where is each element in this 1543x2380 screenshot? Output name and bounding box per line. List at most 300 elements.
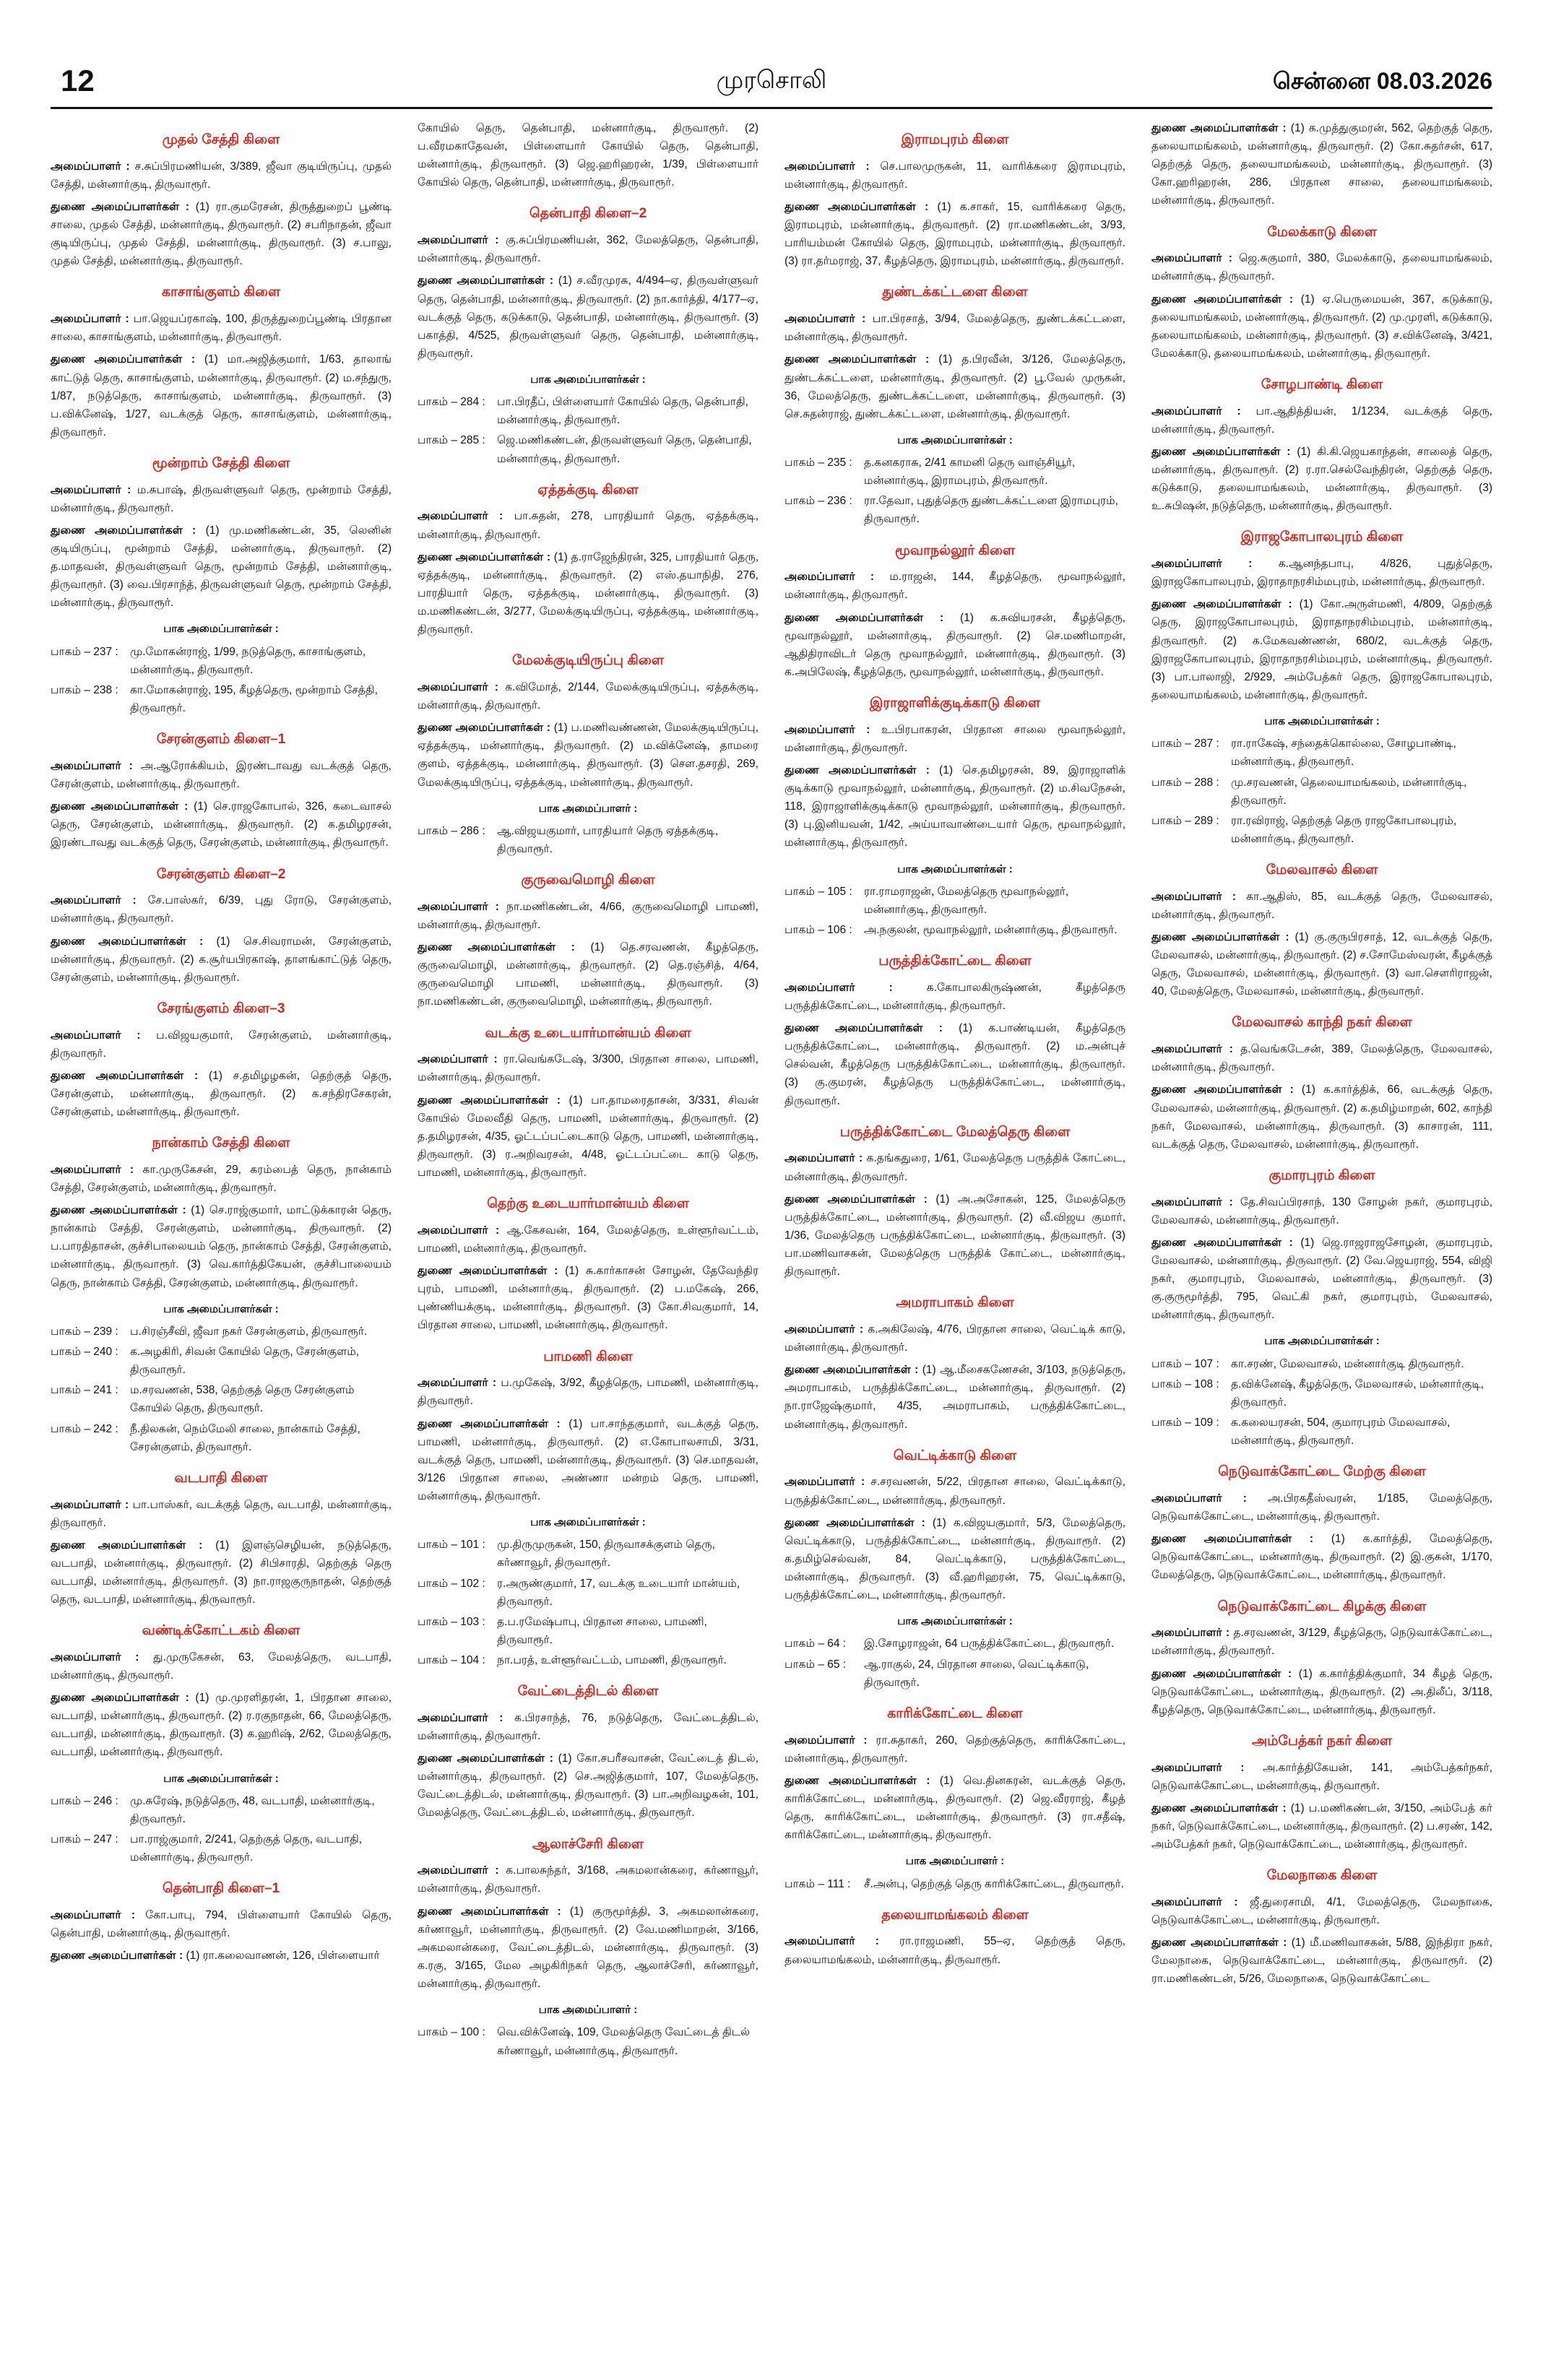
booth-member: க.கலையரசன், 504, குமாரபுரம் மேலவாசல், மன்னார்குடி, திருவாரூர். bbox=[1231, 1416, 1451, 1448]
member-entry bbox=[1151, 1081, 1492, 1153]
role-label: அமைப்பாளர் : bbox=[51, 1163, 134, 1176]
booth-number: பாகம் – 104 : bbox=[418, 1654, 485, 1667]
member-details: கோயில் தெரு, தென்பாதி, மன்னார்குடி, திருவாரூர். (2) ப.வீரமகாதேவன், பிள்ளையார் கோயில் தெரு, தென்பாதி, மன்னார்குடி, திருவாரூர். (3) ஜெ.ஹரிஹரன், 1/39, பிள்ளையார் கோயில் தெரு, தென்பாதி, மன்னார்குடி, திருவாரூர். bbox=[418, 122, 758, 189]
member-details: (1) ஜெ.ராஜராஜசோழன், குமாரபுரம், மேலவாசல், மன்னார்குடி, திருவாரூர். (2) வே.ஜெயராஜ், 554, விஜி நகர், குமாரபுரம், மேலவாசல், மன்னார்குடி, திருவாரூர். (3) கு.குருமூர்த்தி, 795, வெட்கி நகர், குமாரபுரம், மேலவாசல், மன்னார்குடி, திருவாரூர். bbox=[1151, 1236, 1492, 1322]
booth-member: கா.சரண், மேலவாசல், மன்னார்குடி திருவாரூர். bbox=[1231, 1357, 1464, 1370]
column-1 bbox=[51, 119, 392, 2072]
booth-row bbox=[418, 1575, 758, 1611]
member-details: கா.ஆதிஸ், 85, வடக்குத் தெரு, மேலவாசல், மன்னார்குடி, திருவாரூர். bbox=[1151, 890, 1493, 921]
branch-section bbox=[51, 1468, 392, 1609]
booth-member: நீ.திலகன், நெம்மேலி சாலை, நான்காம் சேத்தி, சேரன்குளம், திருவாரூர். bbox=[130, 1422, 360, 1453]
member-entry bbox=[51, 157, 392, 194]
role-label: துணை அமைப்பாளர்கள் : bbox=[418, 1094, 561, 1107]
role-label: துணை அமைப்பாளர்கள் : bbox=[1151, 598, 1292, 611]
member-details: (1) ரா.குமரேசன், திருத்துறைப் பூண்டி சாலை, முதல் சேத்தி, மன்னார்குடி, திருவாரூர். (2) சபரிநாதன், ஜீவா குடியிருப்பு, முதல் சேத்தி, மன்னார்குடி, திருவாரூர். (3) ச.பாலு, முதல் சேத்தி, மன்னார்குடி, திருவாரூர். bbox=[51, 200, 392, 268]
role-label: அமைப்பாளர் : bbox=[418, 1711, 503, 1724]
booth-row bbox=[1151, 774, 1492, 810]
booth-row bbox=[418, 1651, 758, 1669]
booth-heading: பாக அமைப்பாளர்கள் : bbox=[897, 433, 1013, 446]
booth-member: க.அழகிரி, சிவன் கோயில் தெரு, சேரன்குளம், திருவாரூர். bbox=[130, 1346, 360, 1377]
article-columns bbox=[51, 119, 1492, 2072]
role-label: அமைப்பாளர் : bbox=[785, 1476, 865, 1489]
branch-section bbox=[418, 650, 758, 858]
booth-number: பாகம் – 286 : bbox=[418, 824, 485, 837]
member-details: க.கோபாலகிருஷ்ணன், கீழத்தெரு பருத்திக்கோட்டை, மன்னார்குடி, திருவாரூர். bbox=[785, 981, 1125, 1013]
role-label: அமைப்பாளர் : bbox=[785, 571, 875, 584]
member-entry bbox=[785, 1019, 1125, 1110]
role-label: துணை அமைப்பாளர்கள் : bbox=[418, 1905, 561, 1918]
member-details: (1) க.விஜயகுமார், 5/3, மேலத்தெரு, வெட்டிக்காடு, பருத்திக்கோட்டை, மன்னார்குடி, திருவாரூர். (2) க.தமிழ்செல்வன், 84, வெட்டிக்காடு, பருத்திக்கோட்டை, மன்னார்குடி, திருவாரூர். (3) வீ.ஹரிஹரன், 75, வெட்டிக்காடு, பருத்திக்கோட்டை, மன்னார்குடி, திருவாரூர். bbox=[785, 1516, 1126, 1602]
branch-title: இராஜாளிக்குடிக்காடு கிளை bbox=[869, 696, 1041, 711]
branch-title: தலையாமங்கலம் கிளை bbox=[881, 1907, 1029, 1923]
member-details: (1) இளஞ்செழியன், நடுத்தெரு, வடபாதி, மன்னார்குடி, திருவாரூர். (2) சிபிசாரதி, தெற்குத் தெரு வடபாதி, மன்னார்குடி, திருவாரூர். (3) நா.ராஜகுருநாதன், தெற்குத் தெரு, வடபாதி, மன்னார்குடி, திருவாரூர். bbox=[51, 1539, 392, 1606]
member-details: அ.கார்த்திகேயன், 141, அம்பேத்கர்நகர், நெடுவாக்கோட்டை, மன்னார்குடி, திருவாரூர். bbox=[1151, 1761, 1492, 1792]
member-entry bbox=[51, 1947, 392, 1965]
member-entry bbox=[1151, 1893, 1492, 1929]
role-label: அமைப்பாளர் : bbox=[51, 313, 129, 326]
member-entry bbox=[418, 1709, 758, 1745]
booth-number: பாகம் – 105 : bbox=[785, 885, 852, 898]
role-label: அமைப்பாளர் : bbox=[418, 1224, 500, 1237]
booth-member: ரா.ராகேஷ், சந்தைக்கொல்லை, சோழபாண்டி, மன்னார்குடி, திருவாரூர். bbox=[1231, 737, 1456, 769]
role-label: அமைப்பாளர் : bbox=[1151, 1492, 1247, 1505]
branch-section bbox=[418, 203, 758, 467]
booth-row bbox=[785, 1656, 1125, 1692]
member-details: (1) க.கார்த்தி, மேலத்தெரு, நெடுவாக்கோட்டை, மன்னார்குடி, திருவாரூர். (2) இ.குகன், 1/170, மேலத்தெரு, நெடுவாக்கோட்டை, மன்னார்குடி, திருவாரூர். bbox=[1151, 1533, 1493, 1582]
member-details: து.முருகேசன், 63, மேலத்தெரு, வடபாதி, மன்னார்குடி, திருவாரூர். bbox=[51, 1650, 392, 1682]
member-entry bbox=[51, 797, 392, 852]
member-entry bbox=[785, 1731, 1125, 1767]
booth-number: பாகம் – 111 : bbox=[785, 1877, 851, 1890]
branch-section bbox=[785, 1905, 1125, 1969]
booth-row bbox=[785, 883, 1125, 919]
member-entry bbox=[785, 157, 1125, 194]
booth-row bbox=[418, 822, 758, 858]
member-details: ம.சுபாஷ், திருவள்ளுவர் தெரு, மூன்றாம் சேத்தி, மன்னார்குடி, திருவாரூர். bbox=[51, 483, 392, 514]
role-label: துணை அமைப்பாளர்கள் : bbox=[418, 1265, 558, 1278]
booth-member: அ.நகுலன், மூவாநல்லூர், மன்னார்குடி, திருவாரூர். bbox=[864, 924, 1118, 937]
branch-section bbox=[1151, 1596, 1492, 1719]
booth-number: பாகம் – 109 : bbox=[1151, 1416, 1219, 1429]
booth-member: ஆ.ராகுல், 24, பிரதான சாலை, வெட்டிக்காடு, திருவாரூர். bbox=[864, 1658, 1089, 1689]
role-label: அமைப்பாளர் : bbox=[1151, 1195, 1233, 1208]
booth-number: பாகம் – 101 : bbox=[418, 1539, 485, 1552]
booth-member: கா.மோகன்ராஜ், 195, கீழத்தெரு, மூன்றாம் சேத்தி, திருவாரூர். bbox=[130, 684, 378, 715]
booth-row bbox=[785, 454, 1125, 490]
role-label: அமைப்பாளர் : bbox=[785, 981, 893, 994]
member-entry bbox=[785, 1473, 1125, 1509]
member-details: க.விமோத், 2/144, மேலக்குடியிருப்பு, ஏத்தக்குடி, மன்னார்குடி, திருவாரூர். bbox=[418, 681, 758, 712]
branch-title: வடபாதி கிளை bbox=[174, 1470, 268, 1486]
branch-title: முதல் சேத்தி கிளை bbox=[162, 132, 280, 147]
booth-heading: பாக அமைப்பாளர்கள் : bbox=[1264, 715, 1380, 728]
member-entry bbox=[418, 898, 758, 934]
member-entry bbox=[785, 1932, 1125, 1968]
role-label: துணை அமைப்பாளர்கள் : bbox=[51, 353, 196, 366]
booth-member: நா.பரத், உள்ளூர்வட்டம், பாமணி, திருவாரூர். bbox=[497, 1654, 727, 1667]
member-details: நா.மணிகண்டன், 4/66, குருவைமொழி பாமணி, மன்னார்குடி, திருவாரூர். bbox=[418, 900, 758, 932]
member-entry bbox=[1151, 1665, 1492, 1719]
role-label: அமைப்பாளர் : bbox=[1151, 1895, 1238, 1908]
booth-heading: பாக அமைப்பாளர்கள் : bbox=[530, 1516, 646, 1529]
member-details: பா.பாஸ்கர், வடக்குத் தெரு, வடபாதி, மன்னார்குடி, திருவாரூர். bbox=[51, 1498, 392, 1529]
member-details: (1) மு.முரளிதரன், 1, பிரதான சாலை, வடபாதி, மன்னார்குடி, திருவாரூர். (2) ர.ரகுநாதன், 66, மேலத்தெரு, வடபாதி, மன்னார்குடி, திருவாரூர். (3) க.ஹரிஷ், 2/62, மேலத்தெரு, வடபாதி, மன்னார்குடி, திருவாரூர். bbox=[51, 1692, 392, 1759]
branch-section bbox=[418, 1346, 758, 1670]
booth-number: பாகம் – 236 : bbox=[785, 495, 852, 508]
booth-row bbox=[1151, 812, 1492, 848]
branch-title: அமராபாகம் கிளை bbox=[896, 1295, 1014, 1311]
member-entry bbox=[1151, 443, 1492, 515]
member-details: (1) பா.சாந்தகுமார், வடக்குத் தெரு, பாமணி, மன்னார்குடி, திருவாரூர். (2) எ.கோபாலசாமி, 3/31, வடக்குத் தெரு, பாமணி, மன்னார்குடி, திருவாரூர். (3) செ.மாதவன், 3/126 பிரதான சாலை, அண்ணா மன்றம் தெரு, பாமணி, மன்னார்குடி, திருவாரூர். bbox=[418, 1417, 758, 1502]
role-label: துணை அமைப்பாளர்கள் : bbox=[785, 1193, 928, 1206]
member-entry bbox=[51, 198, 392, 270]
branch-title: நான்காம் சேத்தி கிளை bbox=[152, 1135, 290, 1151]
member-entry bbox=[785, 350, 1125, 423]
branch-section bbox=[51, 129, 392, 270]
branch-section bbox=[1151, 1865, 1492, 1988]
booth-number: பாகம் – 102 : bbox=[418, 1577, 485, 1590]
role-label: அமைப்பாளர் : bbox=[1151, 404, 1241, 417]
branch-title: ஏத்தக்குடி கிளை bbox=[537, 482, 639, 498]
member-entry bbox=[51, 1536, 392, 1609]
member-entry bbox=[785, 1149, 1125, 1185]
member-entry bbox=[51, 932, 392, 987]
member-details: பா.ஜெயப்ரகாஷ், 100, திருத்துறைப்பூண்டி பிரதான சாலை, காசாங்குளம், மன்னார்குடி, திருவாரூர். bbox=[51, 313, 392, 344]
branch-section bbox=[785, 1292, 1125, 1433]
member-entry bbox=[1151, 290, 1492, 363]
booth-number: பாகம் – 241 : bbox=[51, 1384, 118, 1397]
branch-section bbox=[418, 1681, 758, 1822]
role-label: துணை அமைப்பாளர்கள் : bbox=[1151, 1801, 1287, 1814]
branch-section bbox=[1151, 374, 1492, 515]
member-details: (1) மீ.மணிவாசகன், 5/88, இந்திரா நகர், மேலநாகை, நெடுவாக்கோட்டை, மன்னார்குடி, திருவாரூர். (2) ரா.மணிகண்டன், 5/26, மேலநாகை, நெடுவாக்கோட்டை bbox=[1151, 1937, 1493, 1986]
role-label: துணை அமைப்பாளர்கள் : bbox=[1151, 293, 1293, 306]
booth-number: பாகம் – 247 : bbox=[51, 1833, 118, 1846]
booth-number: பாகம் – 284 : bbox=[418, 396, 485, 409]
branch-title: தென்பாதி கிளை–1 bbox=[162, 1881, 280, 1897]
branch-title: அம்பேத்கர் நகர் கிளை bbox=[1251, 1733, 1392, 1749]
booth-member: த.ப.ரமேஷ்பாபு, பிரதான சாலை, பாமணி, திருவாரூர். bbox=[497, 1615, 707, 1646]
member-entry bbox=[1151, 1799, 1492, 1853]
role-label: துணை அமைப்பாளர்கள் : bbox=[51, 800, 189, 813]
branch-section bbox=[1151, 1165, 1492, 1450]
member-entry bbox=[51, 891, 392, 927]
member-details: ஜெ.சுகுமார், 380, மேலக்காடு, தலையாமங்கலம், மன்னார்குடி, திருவாரூர். bbox=[1151, 252, 1492, 283]
member-entry bbox=[785, 198, 1125, 270]
member-details: க.தங்கதுரை, 1/61, மேலத்தெரு பருத்திக் கோட்டை, மன்னார்குடி, திருவாரூர். bbox=[785, 1152, 1125, 1183]
member-entry bbox=[785, 1190, 1125, 1281]
booth-row bbox=[1151, 735, 1492, 771]
booth-member: ரா.ரவிராஜ், தெற்குத் தெரு ராஜகோபாலபுரம், மன்னார்குடி, திருவாரூர். bbox=[1231, 814, 1457, 845]
role-label: துணை அமைப்பாளர்கள் : bbox=[1151, 1667, 1292, 1680]
role-label: துணை அமைப்பாளர்கள் : bbox=[418, 1752, 553, 1765]
branch-section bbox=[785, 282, 1125, 528]
column-2 bbox=[418, 119, 758, 2072]
branch-title: மூன்றாம் சேத்தி கிளை bbox=[152, 455, 290, 471]
branch-title: நெடுவாக்கோட்டை கிழக்கு கிளை bbox=[1217, 1598, 1427, 1614]
role-label: துணை அமைப்பாளர்கள் : bbox=[51, 1204, 186, 1217]
role-label: அமைப்பாளர் : bbox=[51, 894, 137, 907]
role-label: துணை அமைப்பாளர்கள் : bbox=[1151, 1937, 1287, 1950]
member-details: (1) கோ.சபரீசவாசன், வேட்டைத் திடல், மன்னார்குடி, திருவாரூர். (2) செ.அஜித்குமார், 107, மேலத்தெரு, வேட்டைத்திடல், மன்னார்குடி, திருவாரூர். (3) பா.அறிவழகன், 101, மேலத்தெரு, வேட்டைத்திடல், மன்னார்குடி, திருவாரூர். bbox=[418, 1752, 759, 1819]
member-entry bbox=[418, 719, 758, 791]
role-label: துணை அமைப்பாளர்கள் : bbox=[785, 200, 929, 213]
role-label: அமைப்பாளர் : bbox=[785, 1323, 863, 1336]
booth-heading: பாக அமைப்பாளர்கள் : bbox=[897, 862, 1013, 875]
member-details: (1) கி.கி.ஜெயகாந்தன், சாலைத் தெரு, மன்னார்குடி, திருவாரூர். (2) ர.ரா.செல்வேந்திரன், தெற்குத் தெரு, கடுக்காடு, தலையாமங்கலம், மன்னார்குடி, திருவாரூர். (3) உ.சுபிஷன், நடுத்தெரு, மன்னார்குடி, திருவாரூர். bbox=[1151, 445, 1492, 513]
role-label: அமைப்பாளர் : bbox=[785, 313, 866, 326]
branch-title: இராஜகோபாலபுரம் கிளை bbox=[1240, 529, 1404, 545]
booth-heading: பாக அமைப்பாளர் : bbox=[538, 802, 638, 815]
role-label: அமைப்பாளர் : bbox=[1151, 558, 1253, 571]
member-details: ம.ராஜன், 144, கீழத்தெரு, மூவாநல்லூர், மன்னார்குடி, திருவாரூர். bbox=[785, 571, 1125, 602]
member-entry bbox=[1151, 1759, 1492, 1795]
booth-member: த.விக்னேஷ், கீழத்தெரு, மேலவாசல், மன்னார்குடி, திருவாரூர். bbox=[1231, 1377, 1484, 1408]
branch-section bbox=[1151, 1461, 1492, 1584]
booth-row bbox=[51, 1381, 392, 1417]
role-label: துணை அமைப்பாளர்கள் : bbox=[418, 722, 550, 735]
booth-member: ப.சிரஞ்சீவி, ஜீவா நகர் சேரன்குளம், திருவாரூர். bbox=[130, 1325, 368, 1338]
member-entry bbox=[51, 1067, 392, 1121]
booth-number: பாகம் – 100 : bbox=[418, 2026, 485, 2039]
booth-number: பாகம் – 103 : bbox=[418, 1615, 485, 1628]
member-details: க.பாலசுந்தர், 3/168, அகமலான்கரை, கர்ணாவூர், மன்னார்குடி, திருவாரூர். bbox=[418, 1864, 759, 1895]
booth-row bbox=[418, 431, 758, 467]
branch-title: வடக்கு உடையார்மான்யம் கிளை bbox=[485, 1025, 691, 1041]
branch-section bbox=[785, 129, 1125, 270]
booth-row bbox=[51, 1323, 392, 1341]
booth-row bbox=[51, 1792, 392, 1828]
booth-number: பாகம் – 288 : bbox=[1151, 776, 1219, 789]
role-label: அமைப்பாளர் : bbox=[51, 1498, 129, 1511]
role-label: அமைப்பாளர் : bbox=[418, 900, 499, 913]
member-entry bbox=[1151, 928, 1492, 1000]
member-entry bbox=[51, 1906, 392, 1942]
role-label: அமைப்பாளர் : bbox=[418, 1864, 499, 1877]
member-entry bbox=[1151, 119, 1492, 210]
branch-section bbox=[418, 1023, 758, 1182]
booth-number: பாகம் – 108 : bbox=[1151, 1377, 1219, 1390]
role-label: துணை அமைப்பாளர்கள் : bbox=[1151, 1083, 1294, 1096]
booth-member: வெ.விக்னேஷ், 109, மேலத்தெரு வேட்டைத் திடல் கர்ணாவூர், மன்னார்குடி, திருவாரூர். bbox=[497, 2026, 750, 2057]
branch-section bbox=[785, 1445, 1125, 1692]
role-label: துணை அமைப்பாளர்கள் : bbox=[418, 1417, 561, 1430]
booth-heading: பாக அமைப்பாளர்கள் : bbox=[897, 1615, 1013, 1628]
booth-heading: பாக அமைப்பாளர்கள் : bbox=[163, 623, 279, 636]
member-entry bbox=[1151, 1934, 1492, 1988]
role-label: அமைப்பாளர் : bbox=[51, 1029, 141, 1042]
branch-section bbox=[51, 864, 392, 987]
member-details: த.சரவணன், 3/129, கீழத்தெரு, நெடுவாக்கோட்டை, மன்னார்குடி, திருவாரூர். bbox=[1151, 1627, 1492, 1658]
role-label: துணை அமைப்பாளர்கள் : bbox=[418, 941, 575, 954]
branch-title: காரிக்கோட்டை கிளை bbox=[887, 1705, 1023, 1721]
branch-section bbox=[51, 453, 392, 717]
member-details: (1) க.பாண்டியன், கீழத்தெரு பருத்திக்கோட்டை, மன்னார்குடி, திருவாரூர். (2) ம.அன்புச் செல்வன், கீழத்தெரு பருத்திக்கோட்டை, மன்னார்குடி, திருவாரூர். (3) கு.குமரன், கீழத்தெரு பருத்திக்கோட்டை, மன்னார்குடி, திருவாரூர். bbox=[785, 1022, 1125, 1107]
role-label: அமைப்பாளர் : bbox=[785, 1734, 868, 1747]
member-details: (1) ப.மணிகண்டன், 3/150, அம்பேத் கர் நகர், நெடுவாக்கோட்டை, மன்னார்குடி, திருவாரூர். (2) ப.சரண், 142, அம்பேத்கர் நகர், நெடுவாக்கோட்டை, மன்னார்குடி, திருவாரூர். bbox=[1151, 1801, 1492, 1851]
member-details: (1) அ.அசோகன், 125, மேலத்தெரு பருத்திக்கோட்டை, மன்னார்குடி, திருவாரூர். (2) வீ.விஜய குமார், 1/36, மேலத்தெரு பருத்திக்கோட்டை, மன்னார்குடி, திருவாரூர். (3) பா.மணிவாசகன், மேலத்தெரு பருத்திக் கோட்டை, மன்னார்குடி, திருவாரூர். bbox=[785, 1193, 1125, 1278]
branch-title: துண்டக்கட்டளை கிளை bbox=[882, 285, 1028, 300]
member-entry bbox=[418, 1861, 758, 1897]
branch-section bbox=[785, 1122, 1125, 1281]
booth-number: பாகம் – 242 : bbox=[51, 1422, 118, 1435]
member-entry bbox=[418, 678, 758, 714]
member-details: ச.சுப்பிரமணியன், 3/389, ஜீவா குடியிருப்பு, முதல் சேத்தி, மன்னார்குடி, திருவாரூர். bbox=[51, 160, 392, 191]
branch-section bbox=[51, 1620, 392, 1866]
member-entry bbox=[418, 1091, 758, 1182]
member-entry bbox=[1151, 1530, 1492, 1584]
member-entry bbox=[418, 1262, 758, 1334]
booth-row bbox=[1151, 1375, 1492, 1411]
branch-title: இராமபுரம் கிளை bbox=[901, 132, 1009, 147]
member-entry bbox=[785, 979, 1125, 1015]
branch-title: தெற்கு உடையார்மான்யம் கிளை bbox=[487, 1196, 689, 1212]
member-entry bbox=[785, 1514, 1125, 1605]
role-label: அமைப்பாளர் : bbox=[51, 1650, 139, 1663]
branch-title: ஆலாச்சேரி கிளை bbox=[532, 1836, 644, 1852]
role-label: துணை அமைப்பாளர்கள் : bbox=[418, 274, 554, 287]
member-details: (1) ஏ.பெருமையன், 367, கடுக்காடு, தலையாமங்கலம், மன்னார்குடி, திருவாரூர். (2) மு.முரளி, கடுக்காடு, தலையாமங்கலம், மன்னார்குடி, திருவாரூர். (3) ச.விக்னேஷ், 3/421, மேலக்காடு, தலையாமங்கலம், மன்னார்குடி, திருவாரூர். bbox=[1151, 293, 1493, 360]
booth-number: பாகம் – 238 : bbox=[51, 684, 118, 696]
member-details: க.பிரசாந்த், 76, நடுத்தெரு, வேட்டைத்திடல், மன்னார்குடி, திருவாரூர். bbox=[418, 1711, 759, 1743]
role-label: துணை அமைப்பாளர்கள் : bbox=[51, 935, 204, 948]
branch-title: பாமணி கிளை bbox=[543, 1349, 633, 1364]
member-entry bbox=[785, 1320, 1125, 1356]
role-label: துணை அமைப்பாளர்கள் : bbox=[51, 1069, 199, 1082]
branch-title: தென்பாதி கிளை–2 bbox=[529, 206, 647, 222]
role-label: துணை அமைப்பாளர்கள் : bbox=[51, 1692, 189, 1705]
member-entry bbox=[51, 1161, 392, 1197]
booth-member: இ.சோழராஜன், 64 பருத்திக்கோட்டை, திருவாரூர். bbox=[864, 1637, 1115, 1650]
branch-section bbox=[1151, 222, 1492, 363]
role-label: துணை அமைப்பாளர்கள் : bbox=[785, 1774, 930, 1787]
booth-number: பாகம் – 285 : bbox=[418, 434, 485, 447]
member-details: பா.பிரசாத், 3/94, மேலத்தெரு, துண்டக்கட்டளை, மன்னார்குடி, திருவாரூர். bbox=[785, 313, 1125, 344]
branch-section bbox=[1151, 860, 1492, 1000]
booth-member: பா.பிரதீப், பிள்ளையார் கோயில் தெரு, தென்பாதி, மன்னார்குடி, திருவாரூர். bbox=[497, 396, 748, 427]
column-4 bbox=[1151, 119, 1492, 2072]
member-details: (1) ரா.கலைவாணன், 126, பிள்ளையார் bbox=[186, 1950, 380, 1963]
booth-member: பா.ராஜ்குமார், 2/241, தெற்குத் தெரு, வடபாதி, மன்னார்குடி, திருவாரூர். bbox=[130, 1833, 363, 1864]
member-details: ஆ.கேசவன், 164, மேலத்தெரு, உள்ளூர்வட்டம், பாமணி, மன்னார்குடி, திருவாரூர். bbox=[418, 1224, 759, 1255]
role-label: அமைப்பாளர் : bbox=[1151, 252, 1232, 265]
branch-title: பருத்திக்கோட்டை மேலத்தெரு கிளை bbox=[839, 1124, 1071, 1140]
branch-section bbox=[51, 998, 392, 1121]
booth-row bbox=[1151, 1414, 1492, 1450]
role-label: அமைப்பாளர் : bbox=[1151, 1627, 1230, 1640]
role-label: துணை அமைப்பாளர்கள் : bbox=[51, 1539, 203, 1552]
booth-row bbox=[785, 1635, 1125, 1653]
member-entry bbox=[418, 1221, 758, 1258]
page-number: 12 bbox=[61, 64, 95, 98]
member-details: ரா.ராஜமணி, 55–ஏ, தெற்குத் தெரு, தலையாமங்கலம், மன்னார்குடி, திருவாரூர். bbox=[785, 1935, 1125, 1966]
role-label: துணை அமைப்பாளர்கள் : bbox=[785, 763, 930, 776]
role-label: துணை அமைப்பாளர்கள் : bbox=[1151, 930, 1289, 943]
member-details: பா.ஆதித்தியன், 1/1234, வடக்குத் தெரு, மன்னார்குடி, திருவாரூர். bbox=[1151, 404, 1492, 436]
member-entry bbox=[785, 568, 1125, 604]
role-label: துணை அமைப்பாளர்கள் : bbox=[51, 1950, 183, 1963]
role-label: அமைப்பாளர் : bbox=[1151, 890, 1237, 903]
member-details: (1) ப.மணிவண்ணன், மேலக்குடியிருப்பு, ஏத்தக்குடி, மன்னார்குடி, திருவாரூர். (2) ம.விக்னேஷ், தாமரை குளம், ஏத்தக்குடி, மன்னார்குடி, திருவாரூர். (3) செள.தசரதி, 269, மேலக்குடியிருப்பு, ஏத்தக்குடி, மன்னார்குடி, திருவாரூர். bbox=[418, 722, 759, 789]
member-entry bbox=[785, 310, 1125, 346]
member-details: (1) ஆ.மீசைகணேசன், 3/103, நடுத்தெரு, அமராபாகம், பருத்திக்கோட்டை, மன்னார்குடி, திருவாரூர். (2) நா.ராஜேஷ்குமார், 4/35, அமராபாகம், பருத்திக்கோட்டை, மன்னார்குடி, திருவாரூர். bbox=[785, 1364, 1125, 1431]
member-details: (1) க.சாகர், 15, வாரிக்கரை தெரு, இராமபுரம், மன்னார்குடி, திருவாரூர். (2) ரா.மணிகண்டன், 3/93, பாரியம்மன் கோயில் தெரு, இராமபுரம், மன்னார்குடி, திருவாரூர். (3) ரா.தர்மராஜ், 37, கீழத்தெரு, இராமபுரம், மன்னார்குடி, திருவாரூர். bbox=[785, 200, 1125, 268]
member-entry bbox=[418, 1374, 758, 1410]
role-label: அமைப்பாளர் : bbox=[51, 483, 131, 496]
role-label: அமைப்பாளர் : bbox=[51, 160, 130, 173]
booth-row bbox=[785, 492, 1125, 528]
member-details: (1) கோ.அருள்மணி, 4/809, தெற்குத் தெரு, இராஜகோபாலபுரம், இராதாநரசிம்மபுரம், மன்னார்குடி, திருவாரூர். (2) க.மேகவண்ணன், 680/2, வடக்குத் தெரு, இராஜகோபாலபுரம், இராதாநரசிம்மபுரம், மன்னார்குடி, திருவாரூர். (3) பா.பாலாஜி, 2/929, அம்பேத்கர் தெரு, இராஜகோபாலபுரம், தலையாமங்கலம், மன்னார்குடி, திருவாரூர். bbox=[1151, 598, 1493, 701]
booth-heading: பாக அமைப்பாளர்கள் : bbox=[530, 373, 646, 386]
branch-section bbox=[1151, 527, 1492, 848]
member-details: (1) க.முத்துகுமரன், 562, தெற்குத் தெரு, தலையாமங்கலம், மன்னார்குடி, திருவாரூர். (2) கோ.சுதர்சன், 617, தெற்குத் தெரு, தலையாமங்கலம், மன்னார்குடி, திருவாரூர். (3) கோ.ஹரிஹரன், 286, பிரதான சாலை, தலையாமங்கலம், மன்னார்குடி, திருவாரூர். bbox=[1151, 122, 1493, 207]
role-label: அமைப்பாளர் : bbox=[785, 723, 870, 736]
branch-title: மேலவாசல் கிளை bbox=[1266, 862, 1378, 878]
member-entry bbox=[51, 1689, 392, 1761]
booth-heading: பாக அமைப்பாளர்கள் : bbox=[163, 1772, 279, 1785]
member-details: ரா.வெங்கடேஷ், 3/300, பிரதான சாலை, பாமணி, மன்னார்குடி, திருவாரூர். bbox=[418, 1053, 758, 1084]
booth-member: மு.சுரேஷ், நடுத்தெரு, 48, வடபாதி, மன்னார்குடி, திருவாரூர். bbox=[130, 1794, 375, 1825]
booth-member: சீ.அன்பு, தெற்குத் தெரு காரிக்கோட்டை, திருவாரூர். bbox=[864, 1877, 1124, 1890]
branch-section bbox=[418, 870, 758, 1011]
member-details: சே.பாஸ்கர், 6/39, புது ரோடு, சேரன்குளம், மன்னார்குடி, திருவாரூர். bbox=[51, 894, 392, 925]
branch-section bbox=[51, 1878, 392, 1965]
branch-section bbox=[1151, 1012, 1492, 1153]
member-entry bbox=[51, 1648, 392, 1684]
member-entry bbox=[785, 761, 1125, 852]
branch-section bbox=[785, 1703, 1125, 1893]
member-details: கு.சுப்பிரமணியன், 362, மேலத்தெரு, தென்பாதி, மன்னார்குடி, திருவாரூர். bbox=[418, 234, 759, 265]
member-entry bbox=[51, 481, 392, 517]
date-line: சென்னை 08.03.2026 bbox=[1272, 68, 1492, 94]
booth-number: பாகம் – 106 : bbox=[785, 924, 852, 937]
member-details: (1) பா.தாமரைதாசன், 3/331, சிவன் கோயில் மேலவீதி தெரு, பாமணி, மன்னார்குடி, திருவாரூர். (2) த.தமிழரசன், 4/35, ஓட்டப்பட்டைகாடு தெரு, பாமணி, மன்னார்குடி, திருவாரூர். (3) ர.அறிவரசன், 4/48, ஓட்டப்பட்டை காடு தெரு, பாமணி, மன்னார்குடி, திருவாரூர். bbox=[418, 1094, 759, 1180]
branch-section bbox=[785, 540, 1125, 681]
booth-row bbox=[51, 1830, 392, 1866]
booth-row bbox=[51, 1343, 392, 1379]
role-label: துணை அமைப்பாளர்கள் : bbox=[785, 1516, 925, 1529]
branch-title: நெடுவாக்கோட்டை மேற்கு கிளை bbox=[1218, 1464, 1426, 1480]
branch-title: மேலக்குடியிருப்பு கிளை bbox=[512, 653, 664, 669]
booth-row bbox=[51, 643, 392, 679]
member-entry bbox=[51, 757, 392, 793]
member-details: அ.ஆரோக்கியம், இரண்டாவது வடக்குத் தெரு, சேரன்குளம், மன்னார்குடி, திருவாரூர். bbox=[51, 759, 392, 791]
member-details: (1) தெ.சரவணன், கீழத்தெரு, குருவைமொழி, மன்னார்குடி, திருவாரூர். (2) தெ.ரஞ்சித், 4/64, குருவைமொழி பாமணி, மன்னார்குடி, திருவாரூர். (3) நா.மணிகண்டன், குருவைமொழி, மன்னார்குடி, திருவாரூர். bbox=[418, 941, 758, 1008]
member-entry bbox=[418, 1903, 758, 1994]
member-details: ச.சரவணன், 5/22, பிரதான சாலை, வெட்டிக்காடு, பருத்திக்கோட்டை, மன்னார்குடி, திருவாரூர். bbox=[785, 1476, 1125, 1507]
booth-row bbox=[785, 1875, 1125, 1893]
member-details: (1) த.ராஜேந்திரன், 325, பாரதியார் தெரு, ஏத்தக்குடி, மன்னார்குடி, திருவாரூர். (2) எஸ்.தயாநிதி, 276, பாரதியார் தெரு, ஏத்தக்குடி, மன்னார்குடி, திருவாரூர். (3) ம.மணிகண்டன், 3/277, மேலக்குடியிருப்பு, ஏத்தக்குடி, மன்னார்குடி, திருவாரூர். bbox=[418, 550, 759, 636]
branch-title: சேரன்குளம் கிளை–1 bbox=[156, 732, 286, 748]
branch-section bbox=[418, 1193, 758, 1334]
booth-heading: பாக அமைப்பாளர்கள் : bbox=[1264, 1335, 1380, 1348]
role-label: அமைப்பாளர் : bbox=[418, 510, 503, 523]
booth-row bbox=[51, 681, 392, 717]
booth-member: மு.சரவணன், தெலையாமங்கலம், மன்னார்குடி, திருவாரூர். bbox=[1231, 776, 1467, 807]
member-details: உ.பிரபாகரன், பிரதான சாலை மூவாநல்லூர், மன்னார்குடி, திருவாரூர். bbox=[785, 723, 1125, 754]
member-entry bbox=[51, 350, 392, 441]
role-label: துணை அமைப்பாளர்கள் : bbox=[785, 611, 944, 624]
booth-member: ஜெ.மணிகண்டன், திருவள்ளுவர் தெரு, தென்பாதி, மன்னார்குடி, திருவாரூர். bbox=[497, 434, 752, 465]
member-details: கா.முருகேசன், 29, கரம்பைத் தெரு, நான்காம் சேத்தி, சேரன்குளம், மன்னார்குடி, திருவாரூர். bbox=[51, 1163, 392, 1195]
branch-title: மேலநாகை கிளை bbox=[1266, 1868, 1378, 1884]
member-entry bbox=[418, 272, 758, 363]
role-label: அமைப்பாளர் : bbox=[418, 681, 498, 693]
branch-title: வெட்டிக்காடு கிளை bbox=[893, 1448, 1017, 1463]
branch-section bbox=[1151, 119, 1492, 210]
member-entry bbox=[51, 310, 392, 346]
branch-title: சோழபாண்டி கிளை bbox=[1261, 376, 1383, 392]
